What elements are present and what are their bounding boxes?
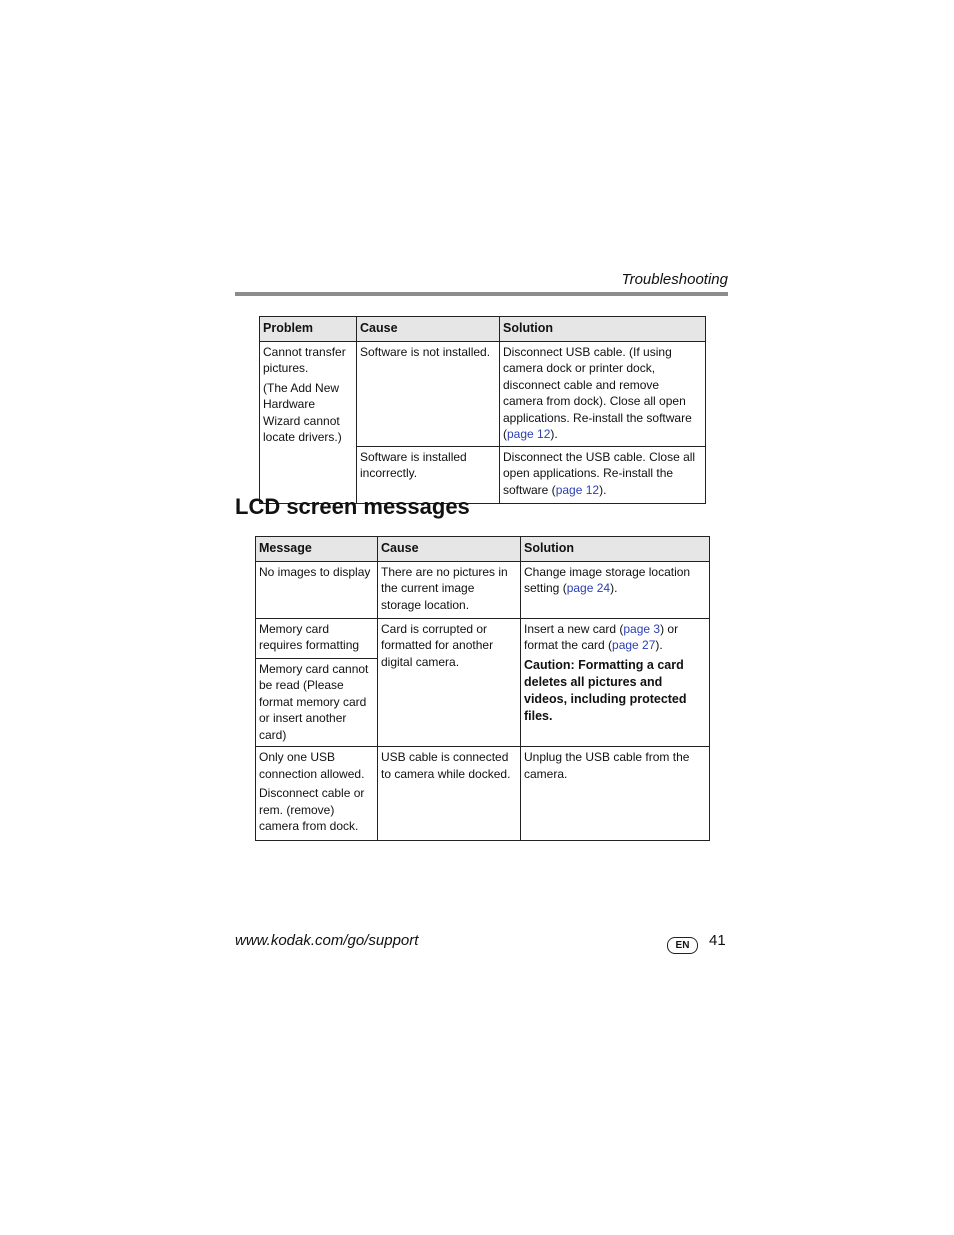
solution-text: Disconnect the USB cable. Close all open applications. Re-install the software (	[503, 449, 696, 497]
cause-cell: There are no pictures in the current image storage location.	[378, 561, 521, 618]
solution-cell	[521, 618, 710, 747]
page-number: 41	[709, 932, 726, 949]
solution-text-end: ).	[550, 427, 558, 441]
cause-cell: Card is corrupted or formatted for another digital camera.	[378, 618, 521, 747]
caution-note: Caution: Formatting a card deletes all pictures and videos, including protected files.	[524, 657, 687, 723]
page-link[interactable]: page 12	[555, 482, 600, 497]
table-header-row	[260, 317, 706, 342]
cause-cell: USB cable is connected to camera while docked.	[378, 747, 521, 841]
solution-cell: Unplug the USB cable from the camera.	[521, 747, 710, 841]
support-url[interactable]: www.kodak.com/go/support	[235, 932, 419, 949]
message-cell	[256, 747, 378, 841]
running-header: Troubleshooting	[621, 271, 728, 288]
lcd-messages-table	[255, 536, 710, 841]
problem-text: Cannot transfer pictures.	[263, 344, 346, 375]
section-title: LCD screen messages	[235, 494, 470, 519]
header-rule	[235, 292, 728, 296]
column-header-cause: Cause	[378, 537, 521, 562]
page-link[interactable]: page 24	[566, 581, 611, 595]
page-link[interactable]: page 12	[507, 427, 551, 441]
table-row	[256, 747, 710, 841]
solution-text-end: ).	[610, 581, 618, 595]
column-header-solution: Solution	[521, 537, 710, 562]
table-row	[256, 618, 710, 658]
problem-note: (The Add New Hardware Wizard cannot locate drivers.)	[263, 380, 342, 444]
message-cell: No images to display	[256, 561, 378, 618]
column-header-cause: Cause	[357, 317, 500, 342]
column-header-message: Message	[256, 537, 378, 562]
solution-text: Insert a new card (page 3) or format the card (page 27).	[524, 621, 679, 652]
solution-text: Disconnect USB cable. (If using camera dock or printer dock, disconnect cable and remove camera from dock). Close all open applications. Re-install the software (	[503, 344, 692, 441]
table-row	[260, 341, 706, 446]
cause-cell: Software is not installed.	[357, 341, 500, 446]
solution-cell	[500, 341, 706, 446]
column-header-solution: Solution	[500, 317, 706, 342]
problem-cell	[260, 341, 357, 503]
cause-cell: Software is installed incorrectly.	[357, 446, 500, 503]
solution-text: Change image storage location setting (	[524, 564, 691, 595]
message-text: Only one USB connection allowed.	[259, 750, 365, 781]
message-cell: Memory card cannot be read (Please format memory card or insert another card)	[256, 658, 378, 747]
page-link[interactable]: page 27	[612, 638, 656, 652]
table-header-row	[256, 537, 710, 562]
table-row	[256, 561, 710, 618]
transfer-problems-table	[259, 316, 706, 504]
language-badge: EN	[667, 937, 698, 954]
message-cell: Memory card requires formatting	[256, 618, 378, 658]
solution-cell	[500, 446, 706, 503]
column-header-problem: Problem	[260, 317, 357, 342]
solution-text-end: ).	[599, 482, 607, 497]
solution-cell	[521, 561, 710, 618]
page-link[interactable]: page 3	[623, 621, 661, 636]
message-text: Disconnect cable or rem. (remove) camera from dock.	[259, 786, 365, 833]
